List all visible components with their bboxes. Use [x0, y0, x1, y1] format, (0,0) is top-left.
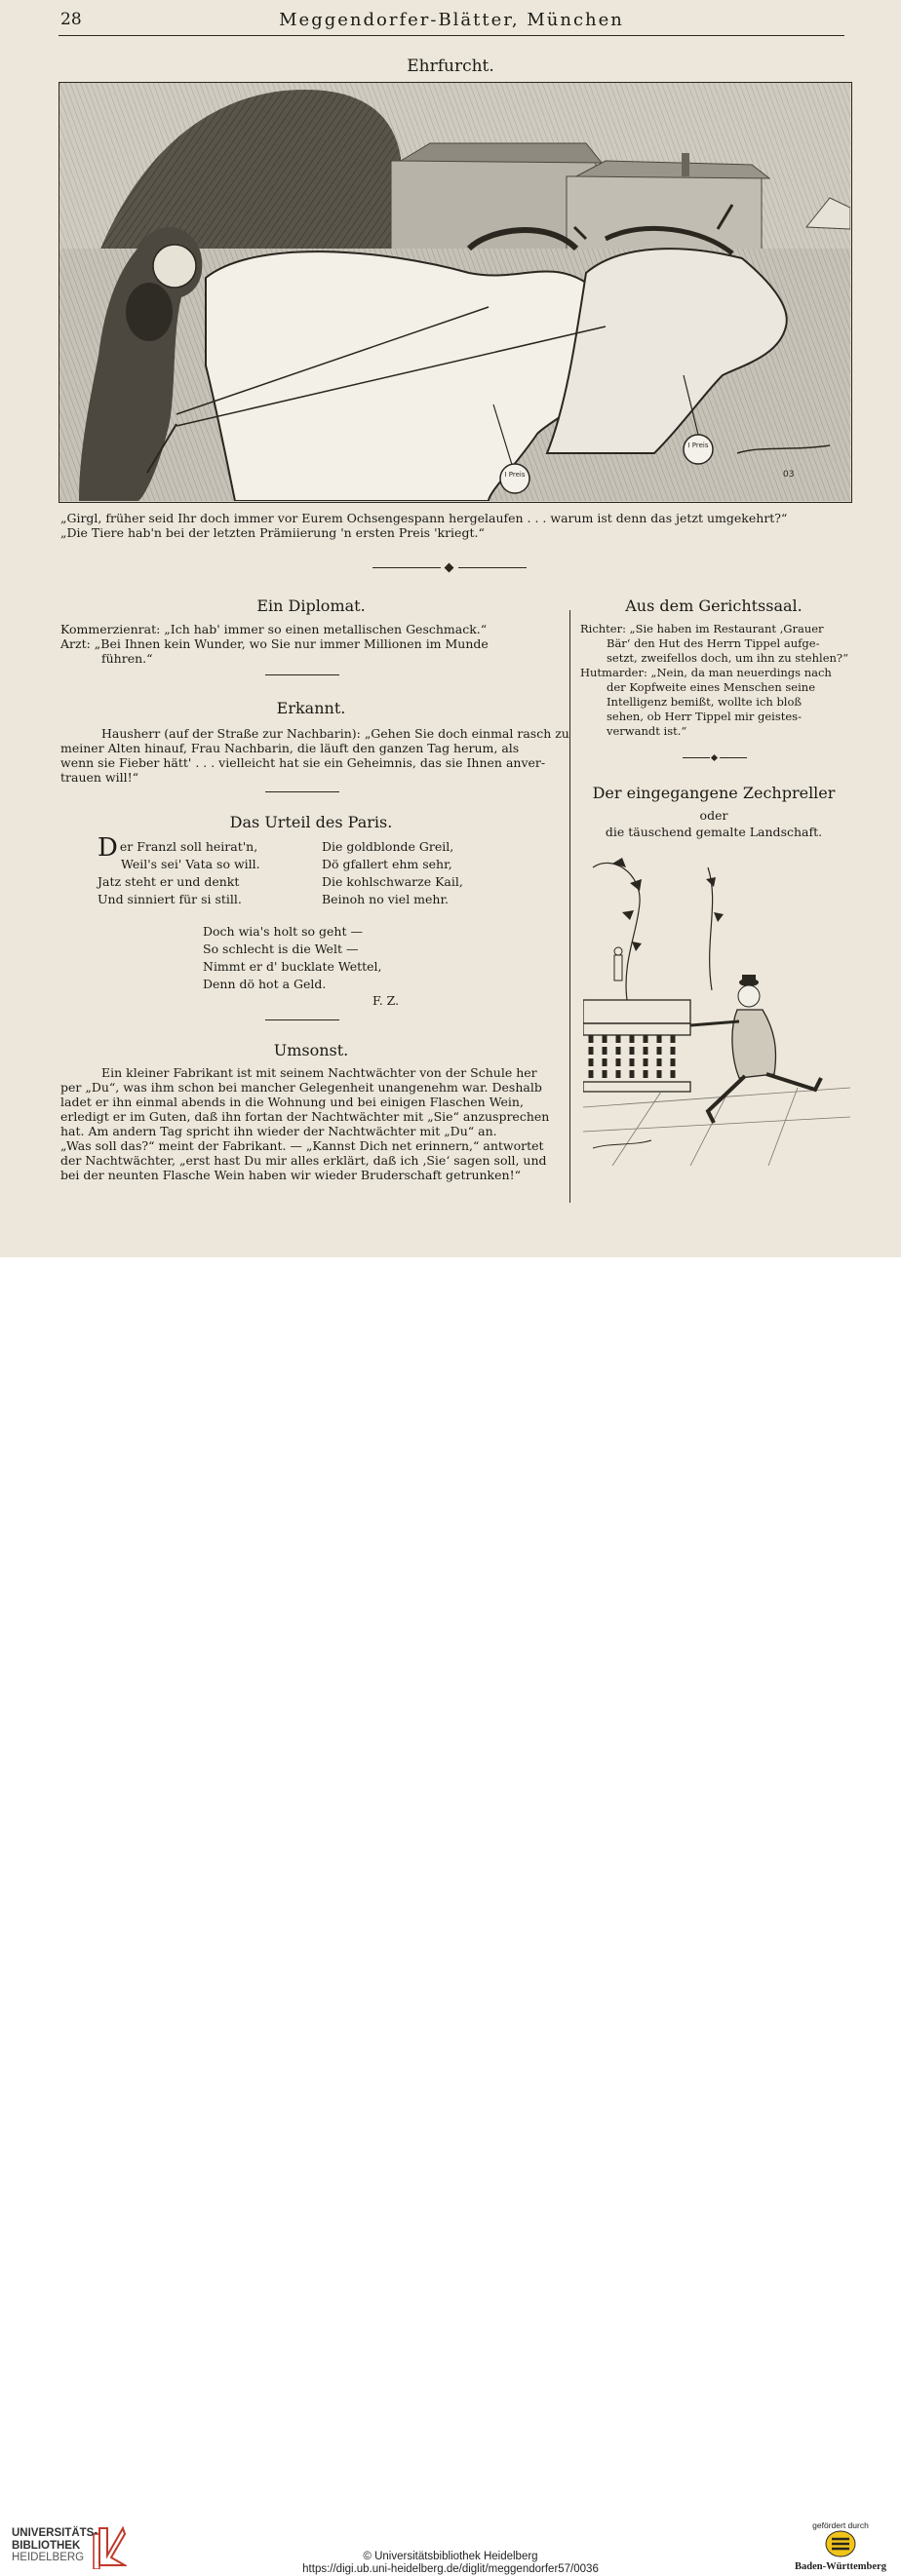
- gericht-line-5: der Kopfweite eines Menschen seine: [607, 680, 816, 694]
- diplomat-line-1: Kommerzienrat: „Ich hab' immer so einen metallischen Geschmack.“: [60, 622, 488, 636]
- magazine-page: [0, 0, 901, 1257]
- footer-bar: [0, 1257, 901, 2575]
- divider: [265, 791, 339, 792]
- permalink-url[interactable]: https://digi.ub.uni-heidelberg.de/diglit/meggendorfer57/0036: [302, 2563, 599, 2575]
- heading-gerichtssaal: Aus dem Gerichtssaal.: [625, 596, 803, 615]
- diplomat-line-2: Arzt: „Bei Ihnen kein Wunder, wo Sie nur immer Millionen im Munde: [60, 636, 489, 651]
- heading-diplomat: Ein Diplomat.: [256, 596, 366, 615]
- cartoon-title: Ehrfurcht.: [407, 57, 494, 76]
- copyright-block: [0, 2551, 901, 2576]
- page-number: 28: [60, 10, 82, 29]
- funder-name: Baden-Württemberg: [795, 2561, 886, 2572]
- umsonst-line-4: erledigt er im Guten, daß ihn fortan der Nachtwächter mit „Sie“ anzusprechen: [60, 1109, 550, 1124]
- artist-year: 03: [783, 470, 795, 480]
- divider: [265, 674, 339, 675]
- gericht-line-7: sehen, ob Herr Tippel mir geistes-: [607, 710, 802, 723]
- umsonst-line-8: bei der neunten Flasche Wein haben wir wieder Bruderschaft getrunken!“: [60, 1168, 521, 1182]
- poem-left-line-4: Und sinniert für si still.: [98, 892, 242, 906]
- library-name-line-2: BIBLIOTHEK: [12, 2539, 81, 2552]
- copyright-text: © Universitätsbibliothek Heidelberg: [363, 2551, 538, 2562]
- zechpreller-subtitle: die täuschend gemalte Landschaft.: [605, 825, 823, 839]
- funded-by-label: gefördert durch: [812, 2520, 869, 2530]
- cartoon-caption-line-2: „Die Tiere hab'n bei der letzten Prämiierung 'n ersten Preis 'kriegt.“: [60, 525, 485, 540]
- diplomat-line-3: führen.“: [101, 651, 153, 666]
- poem-stanza2-line-4: Denn dö hot a Geld.: [203, 977, 327, 991]
- umsonst-line-5: hat. Am andern Tag spricht ihn wieder der Nachtwächter mit „Du“ an.: [60, 1124, 497, 1138]
- erkannt-line-1: Hausherr (auf der Straße zur Nachbarin): „Gehen Sie doch einmal rasch zu: [101, 726, 569, 741]
- poem-right-line-1: Die goldblonde Greil,: [322, 839, 454, 854]
- umsonst-line-2: per „Du“, was ihm schon bei mancher Gelegenheit unangenehm war. Deshalb: [60, 1080, 542, 1095]
- poem-right-line-3: Die kohlschwarze Kail,: [322, 874, 463, 889]
- gericht-line-6: Intelligenz bemißt, wollte ich bloß: [607, 695, 803, 709]
- umsonst-line-3: ladet er ihn einmal abends in die Wohnung und bei einigen Flaschen Wein,: [60, 1095, 524, 1109]
- coat-of-arms-icon: [825, 2530, 856, 2557]
- poem-left-text-1: er Franzl soll heirat'n,: [119, 839, 258, 854]
- poem-left-line-1: [98, 833, 258, 863]
- library-name-line-3: HEIDELBERG: [12, 2552, 85, 2563]
- section-ornament: [683, 753, 747, 763]
- gericht-line-4: Hutmarder: „Nein, da man neuerdings nach: [580, 666, 832, 679]
- poem-stanza2-line-2: So schlecht is die Welt —: [203, 942, 359, 956]
- zechpreller-oder: oder: [699, 808, 728, 823]
- poem-right-line-4: Beinoh no viel mehr.: [322, 892, 450, 906]
- gericht-line-2: Bär‘ den Hut des Herrn Tippel aufge-: [607, 636, 820, 650]
- erkannt-line-3: wenn sie Fieber hätt' . . . vielleicht hat sie ein Geheimnis, das sie Ihnen anver-: [60, 755, 546, 770]
- cartoon-caption-line-1: „Girgl, früher seid Ihr doch immer vor Eurem Ochsengespann hergelaufen . . . warum ist denn das jetzt umgekehrt?“: [60, 511, 788, 525]
- poem-stanza2-line-3: Nimmt er d' bucklate Wettel,: [203, 959, 382, 974]
- poem-signature: F. Z.: [372, 993, 400, 1008]
- poem-stanza2-line-1: Doch wia's holt so geht —: [203, 924, 363, 939]
- gericht-line-1: Richter: „Sie haben im Restaurant ‚Grauer: [580, 622, 824, 635]
- medal-label-right: I Preis: [687, 442, 709, 449]
- heading-zechpreller: Der eingegangene Zechpreller: [592, 784, 836, 802]
- masthead: Meggendorfer-Blätter, München: [279, 10, 624, 30]
- section-ornament: [372, 563, 527, 573]
- gericht-line-8: verwandt ist.“: [607, 724, 687, 738]
- library-name-line-1: UNIVERSITÄTS-: [12, 2527, 98, 2539]
- poem-left-line-2: Weil's sei' Vata so will.: [121, 857, 260, 871]
- erkannt-line-2: meiner Alten hinauf, Frau Nachbarin, die läuft den ganzen Tag herum, als: [60, 741, 520, 755]
- zechpreller-illustration: [583, 844, 850, 1166]
- gericht-line-3: setzt, zweifellos doch, um ihn zu stehlen?“: [607, 651, 848, 665]
- page-header: [59, 8, 844, 36]
- heading-paris: Das Urteil des Paris.: [229, 813, 393, 831]
- erkannt-line-4: trauen will!“: [60, 770, 139, 785]
- divider: [265, 1019, 339, 1020]
- poem-left-line-3: Jatz steht er und denkt: [98, 874, 240, 889]
- umsonst-line-7: der Nachtwächter, „erst hast Du mir alles erklärt, daß ich ‚Sie‘ sagen soll, und: [60, 1153, 547, 1168]
- drop-cap: D: [98, 833, 118, 863]
- medal-label-left: I Preis: [504, 471, 526, 479]
- poem-right-line-2: Dö gfallert ehm sehr,: [322, 857, 452, 871]
- heading-umsonst: Umsonst.: [273, 1041, 349, 1059]
- heading-erkannt: Erkannt.: [276, 699, 346, 717]
- umsonst-line-6: „Was soll das?“ meint der Fabrikant. — „Kannst Dich net erinnern,“ antwortet: [60, 1138, 544, 1153]
- umsonst-line-1: Ein kleiner Fabrikant ist mit seinem Nachtwächter von der Schule her: [101, 1065, 537, 1080]
- column-divider: [569, 610, 570, 1203]
- cartoon-illustration: [59, 82, 852, 503]
